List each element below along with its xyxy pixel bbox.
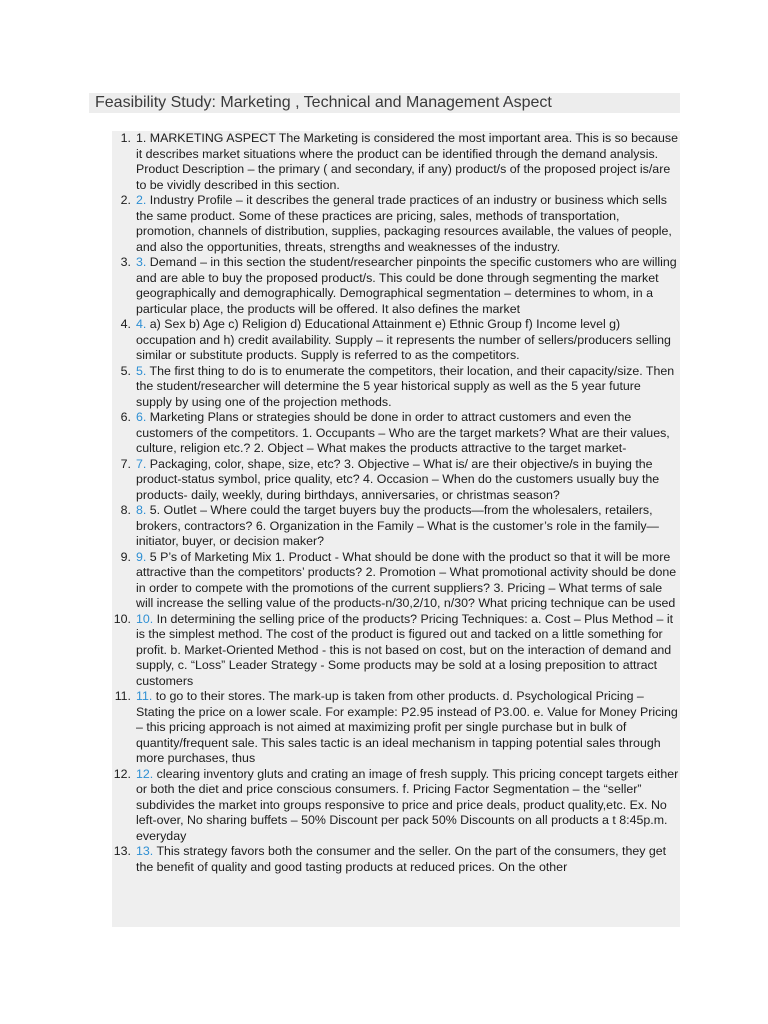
list-item-marker: 4.: [120, 317, 131, 331]
list-item-marker: 11.: [114, 689, 131, 703]
list-item-text: This strategy favors both the consumer and the seller. On the part of the consumers, they get the benefit of quality and good tasting products at reduced prices. On the other: [136, 844, 667, 874]
page-title: Feasibility Study: Marketing , Technical and Management Aspect: [95, 94, 552, 111]
list-item: [112, 550, 680, 612]
page-link[interactable]: 7.: [136, 456, 147, 471]
list-item-marker: 8.: [120, 503, 131, 517]
list-item-marker: 5.: [120, 363, 131, 378]
list-item: [112, 410, 680, 457]
list-item-text: Packaging, color, shape, size, etc? 3. Objective – What is/ are their objective/s in buying the product-status symbol, price quality, etc? 4. Occasion – When do the customers usually buy the products- daily, weekly, during birthdays, anniversaries, or christmas season?: [136, 456, 660, 502]
page-link[interactable]: 2.: [136, 193, 147, 207]
list-item-text: Marketing Plans or strategies should be done in order to attract customers and even the customers of the competitors. 1. Occupants – Who are the target markets? What are their values, culture, religion etc.? 2. Object – What makes the products attractive to the target market-: [136, 410, 670, 455]
list-item-text: In determining the selling price of the products? Pricing Techniques: a. Cost – Plus Method – it is the simplest method. The cost of the product is figured out and tacked on a little something for profit. b. Market-Oriented Method - this is not based on cost, but on the interaction of demand and supply, c. “Loss” Leader Strategy - Some products may be sold at a losing preposition to attract customers: [136, 611, 674, 688]
list-item: [112, 844, 680, 875]
list-item: [112, 689, 680, 767]
page-link[interactable]: 13.: [136, 844, 154, 858]
list-item-marker: 10.: [113, 611, 131, 626]
page-link[interactable]: 10.: [136, 611, 154, 626]
list-item-marker: 13.: [113, 844, 131, 858]
list-item-marker: 3.: [120, 255, 131, 269]
list-item-text: clearing inventory gluts and crating an image of fresh supply. This pricing concept targets either or both the diet and price conscious consumers. f. Pricing Factor Segmentation – the “seller” subdivides the market into groups responsive to price and price deals, product quality,etc. Ex. No left-over, No sharing buffets – 50% Discount per pack 50% Discounts on all products a t 8:45p.m. everyday: [136, 766, 679, 843]
list-item: [112, 503, 680, 550]
list-item-text: 5. Outlet – Where could the target buyers buy the products—from the wholesalers, retailers, brokers, contractors? 6. Organization in the Family – What is the customer’s role in the family— initiator, buyer, or decision maker?: [136, 503, 659, 548]
list-item-marker: 2.: [120, 193, 131, 207]
list-item-marker: 12.: [113, 766, 131, 781]
list-item-text: 5 P’s of Marketing Mix 1. Product - What should be done with the product so that it will be more attractive than the competitors’ products? 2. Promotion – What promotional activity should be done in order to compete with the promotions of the current suppliers? 3. Pricing – What terms of sale will increase the selling value of the products-n/30,2/10, n/30? What pricing technique can be used: [136, 549, 677, 610]
list-item-marker: 6.: [120, 410, 131, 424]
list-item-marker: 1.: [120, 131, 131, 145]
numbered-list: [112, 131, 680, 875]
title-bar: [89, 93, 680, 113]
list-item-text: to go to their stores. The mark-up is taken from other products. d. Psychological Pricing – Stating the price on a lower scale. For example: P2.95 instead of P3.00. e. Value for Money Pricing – this pricing approach is not aimed at maximizing profit per single purchase but in bulk of quantity/frequent sale. This sales tactic is an ideal mechanism in tapping potential sales through more purchases, thus: [136, 689, 678, 765]
content-block: [112, 131, 680, 927]
list-item-text: 1. MARKETING ASPECT The Marketing is considered the most important area. This is so because it describes market situations where the product can be identified through the demand analysis. Product Description – the primary ( and secondary, if any) product/s of the proposed project is/are to be vividly described in this section.: [136, 131, 678, 192]
list-item: [112, 193, 680, 255]
list-item: [112, 612, 680, 690]
list-item: [112, 317, 680, 364]
list-item-text: The first thing to do is to enumerate the competitors, their location, and their capacity/size. Then the student/researcher will determine the 5 year historical supply as well as the 5 year future supply by using one of the projection methods.: [136, 363, 675, 409]
list-item-text: a) Sex b) Age c) Religion d) Educational Attainment e) Ethnic Group f) Income level g) occupation and h) credit availability. Supply – it represents the number of sellers/producers selling similar or substitute products. Supply is referred to as the competitors.: [136, 317, 671, 362]
list-item: [112, 364, 680, 411]
list-item: [112, 457, 680, 504]
list-item: [112, 767, 680, 845]
document-page: [89, 93, 680, 927]
page-link[interactable]: 9.: [136, 549, 147, 564]
page-link[interactable]: 8.: [136, 503, 147, 517]
list-item-text: Industry Profile – it describes the general trade practices of an industry or business which sells the same product. Some of these practices are pricing, sales, methods of transportation, promotion, channels of distribution, supplies, packaging resources available, the values of people, and also the opportunities, threats, strengths and weaknesses of the industry.: [136, 193, 672, 254]
list-item: [112, 131, 680, 193]
page-link[interactable]: 11.: [136, 689, 153, 703]
page-link[interactable]: 5.: [136, 363, 147, 378]
list-item: [112, 255, 680, 317]
page-link[interactable]: 6.: [136, 410, 147, 424]
page-link[interactable]: 4.: [136, 317, 147, 331]
page-link[interactable]: 3.: [136, 255, 147, 269]
list-item-marker: 9.: [120, 549, 131, 564]
page-link[interactable]: 12.: [136, 766, 154, 781]
list-item-text: Demand – in this section the student/researcher pinpoints the specific customers who are willing and are able to buy the proposed product/s. This could be done through segmenting the market geographically and demographically. Demographical segmentation – determines to whom, in a particular place, the products will be offered. It also defines the market: [136, 255, 677, 316]
list-item-marker: 7.: [120, 456, 131, 471]
